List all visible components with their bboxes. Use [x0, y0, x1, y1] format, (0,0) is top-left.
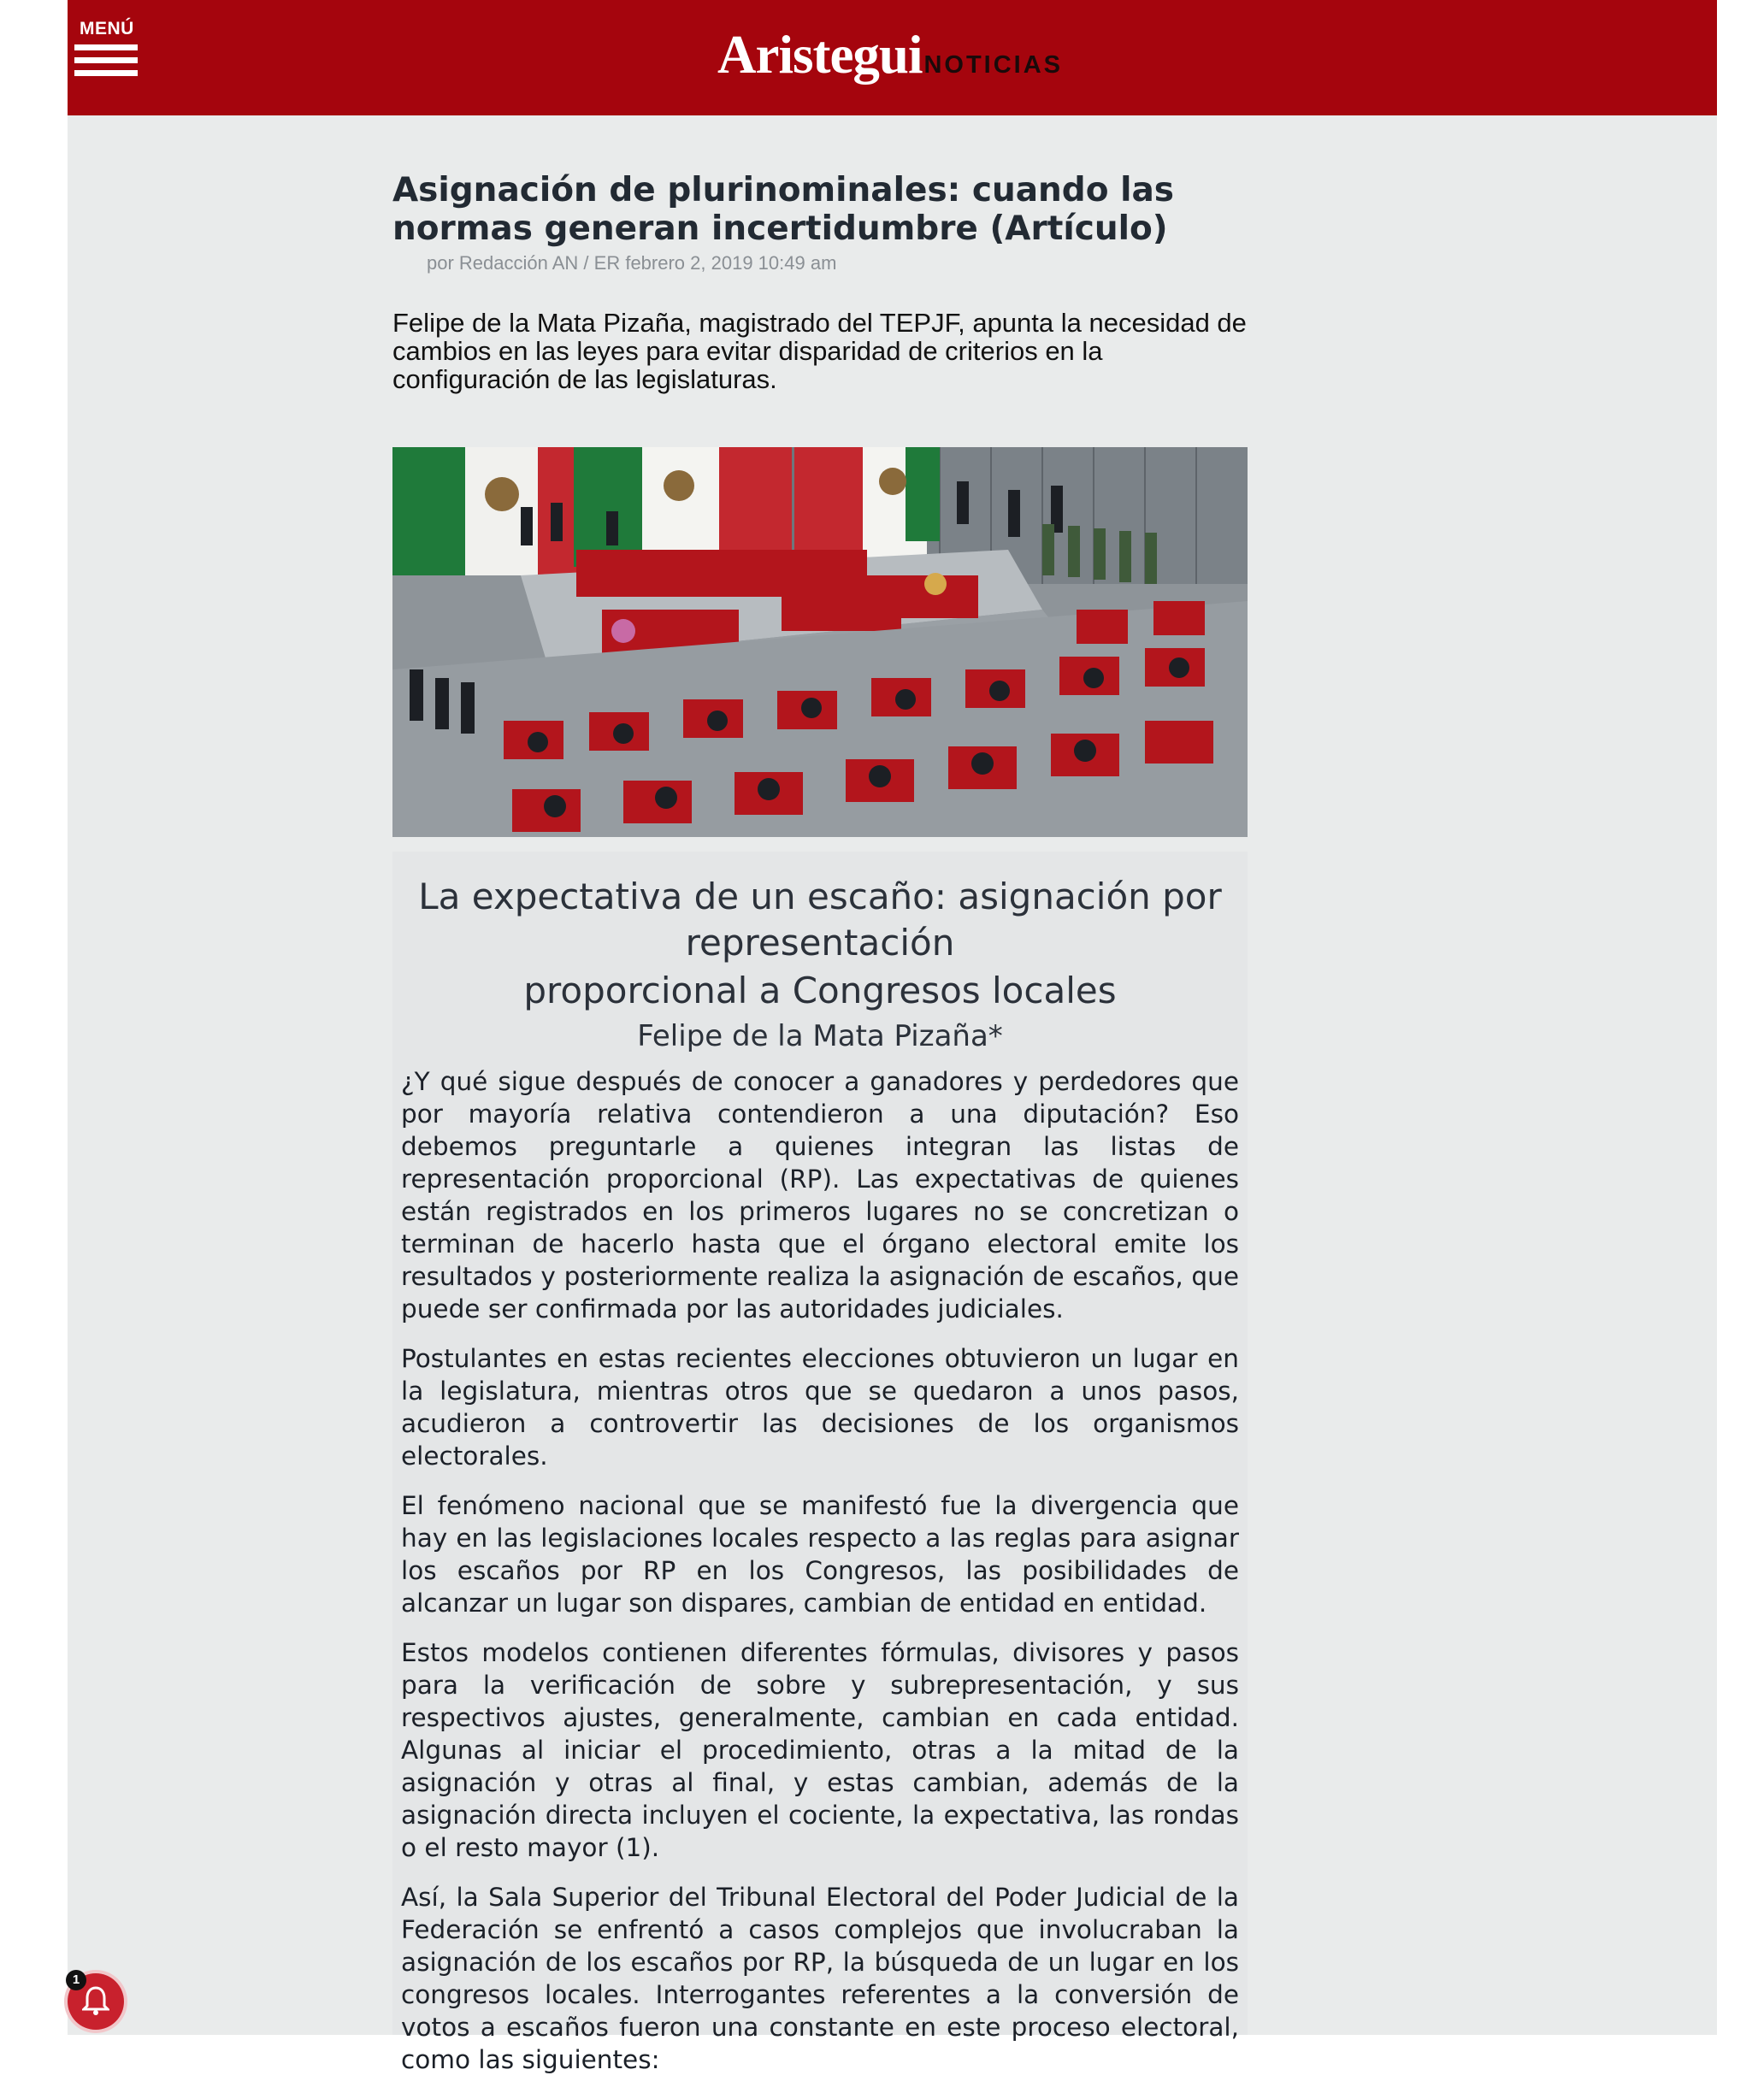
bell-icon	[82, 1985, 109, 2016]
opinion-essay	[392, 852, 1248, 2074]
hamburger-icon	[74, 44, 138, 85]
menu-label: MENÚ	[80, 19, 134, 38]
article-byline: por Redacción AN / ER febrero 2, 2019 10:49 am	[427, 252, 837, 274]
essay-author: Felipe de la Mata Pizaña*	[637, 1019, 1003, 1053]
essay-title-line-1: La expectativa de un escaño: asignación por	[418, 876, 1222, 917]
logo-main-text: Aristegui	[717, 25, 923, 85]
article-photo	[392, 447, 1248, 837]
menu-button[interactable]	[74, 19, 143, 89]
essay-paragraph: ¿Y qué sigue después de conocer a ganadores y perdedores que por mayoría relativa contendieron a una diputación? Eso debemos preguntarle a quienes integran las listas de representación proporcional (RP). Las expectativas de quienes están registrados en los primeros lugares no se concretizan o terminan de hacerlo hasta que el órgano electoral emite los resultados y posteriormente realiza la asignación de escaños, que puede ser confirmada por las autoridades judiciales.	[401, 1067, 1239, 1324]
top-navigation-bar	[68, 0, 1717, 115]
essay-paragraph: El fenómeno nacional que se manifestó fue la divergencia que hay en las legislaciones locales respecto a las reglas para asignar los escaños por RP en los Congresos, las posibilidades de alcanzar un lugar son dispares, cambian de entidad en entidad.	[401, 1491, 1239, 1618]
article-lede: Felipe de la Mata Pizaña, magistrado del TEPJF, apunta la necesidad de cambios en las leyes para evitar disparidad de criterios en la configuración de las legislaturas.	[392, 308, 1247, 394]
article-title: Asignación de plurinominales: cuando las normas generan incertidumbre (Artículo)	[392, 171, 1174, 248]
site-logo[interactable]	[717, 24, 1063, 92]
congress-photo-illustration	[392, 447, 1248, 837]
article-header	[392, 171, 1248, 393]
essay-body	[401, 1065, 1239, 2093]
notification-badge: 1	[66, 1970, 86, 1990]
essay-title	[392, 876, 1248, 1026]
logo-sub-text: NOTICIAS	[923, 51, 1064, 79]
essay-paragraph: Así, la Sala Superior del Tribunal Electoral del Poder Judicial de la Federación se enfrentó a casos complejos que involucraban la asignación de los escaños por RP, la búsqueda de un lugar en los congresos locales. Interrogantes referentes a la conversión de votos a escaños fueron una constante en este proceso electoral, como las siguientes:	[401, 1883, 1239, 2074]
notification-bell-button[interactable]	[68, 1973, 124, 2030]
essay-title-line-2: representación	[685, 922, 955, 964]
essay-paragraph: Postulantes en estas recientes elecciones obtuvieron un lugar en la legislatura, mientras otros que se quedaron a unos pasos, acudieron a controvertir las decisiones de los organismos electorales.	[401, 1344, 1239, 1471]
essay-title-line-3: proporcional a Congresos locales	[523, 970, 1117, 1011]
essay-paragraph: Estos modelos contienen diferentes fórmulas, divisores y pasos para la verificación de sobre y subrepresentación, y sus respectivos ajustes, generalmente, cambian en cada entidad. Algunas al iniciar el procedimiento, otras a la mitad de la asignación y otras al final, y estas cambian, además de la asignación directa incluyen el cociente, la expectativa, las rondas o el resto mayor (1).	[401, 1638, 1239, 1862]
